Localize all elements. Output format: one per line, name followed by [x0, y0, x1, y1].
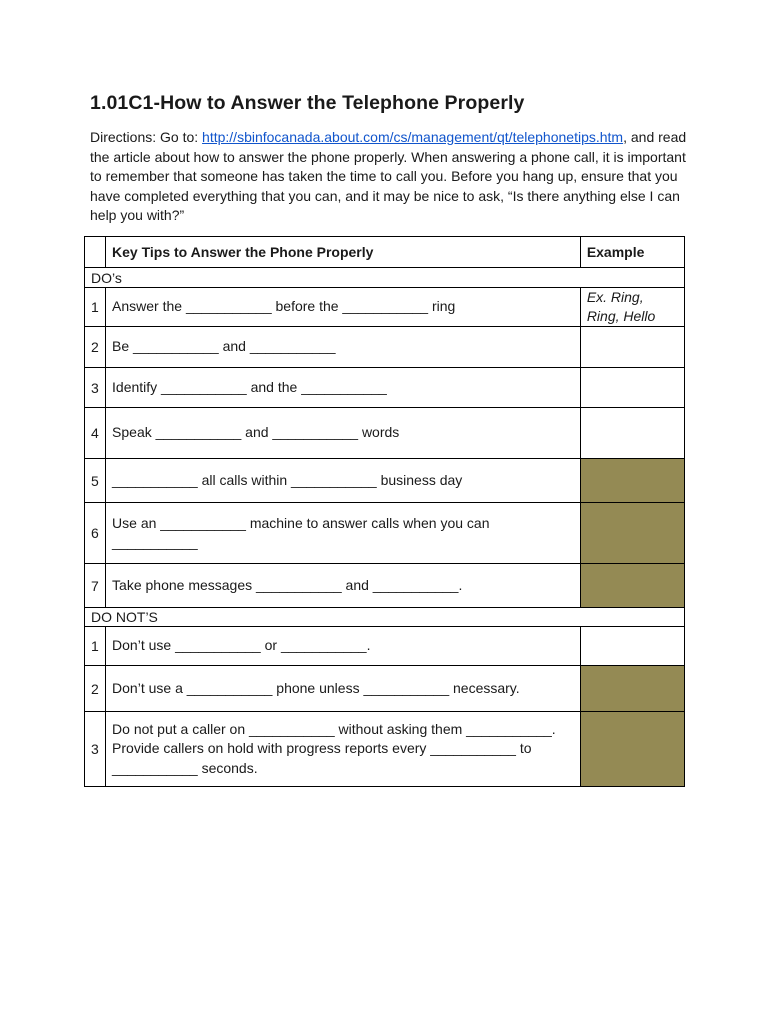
header-tip: Key Tips to Answer the Phone Properly: [106, 237, 581, 268]
donts-section-label: DO NOT’S: [85, 608, 685, 627]
tip-text: Don’t use a ___________ phone unless ___________ necessary.: [106, 666, 581, 712]
table-row: [85, 503, 685, 564]
tip-text: Be ___________ and ___________: [106, 327, 581, 368]
tip-text: Speak ___________ and ___________ words: [106, 408, 581, 459]
table-row: [85, 408, 685, 459]
shaded-example-cell: [580, 666, 684, 712]
tip-text: Do not put a caller on ___________ without asking them ___________. Provide callers on hold with progress reports every ___________ to ___________ seconds.: [106, 712, 581, 787]
row-number: 2: [85, 327, 106, 368]
row-number: 1: [85, 288, 106, 327]
directions-prefix: Directions: Go to:: [90, 129, 203, 145]
shaded-example-cell: [580, 459, 684, 503]
table-row: [85, 368, 685, 408]
table-row: [85, 564, 685, 608]
tip-text: ___________ all calls within ___________ business day: [106, 459, 581, 503]
table-row: [85, 712, 685, 787]
table-row: [85, 666, 685, 712]
tip-text: Take phone messages ___________ and ___________.: [106, 564, 581, 608]
donts-section-row: [85, 608, 685, 627]
row-number: 3: [85, 368, 106, 408]
page-title: 1.01C1-How to Answer the Telephone Properly: [90, 92, 525, 114]
directions-body: , and read the article about how to answer the phone properly. When answering a phone call, it is important to remember that someone has taken the time to call you. Before you hang up, ensure that you have completed everything that you can, and it may be nice to ask, “Is there anything else I can help you with?”: [90, 129, 687, 224]
table-row: [85, 459, 685, 503]
row-number: 2: [85, 666, 106, 712]
example-cell: [580, 408, 684, 459]
table-row: [85, 627, 685, 666]
tips-table: [84, 236, 685, 787]
example-cell: [580, 368, 684, 408]
table-header-row: [85, 237, 685, 268]
header-example: Example: [580, 237, 684, 268]
header-number-cell: [85, 237, 106, 268]
example-cell: [580, 327, 684, 368]
shaded-example-cell: [580, 712, 684, 787]
shaded-example-cell: [580, 564, 684, 608]
row-number: 3: [85, 712, 106, 787]
shaded-example-cell: [580, 503, 684, 564]
dos-section-label: DO’s: [85, 268, 685, 288]
row-number: 5: [85, 459, 106, 503]
row-number: 6: [85, 503, 106, 564]
row-number: 1: [85, 627, 106, 666]
example-cell: Ex. Ring, Ring, Hello: [580, 288, 684, 327]
example-cell: [580, 627, 684, 666]
table-row: [85, 327, 685, 368]
row-number: 7: [85, 564, 106, 608]
tip-text: Don’t use ___________ or ___________.: [106, 627, 581, 666]
row-number: 4: [85, 408, 106, 459]
table-row: [85, 288, 685, 327]
dos-section-row: [85, 268, 685, 288]
tip-text: Answer the ___________ before the ___________ ring: [106, 288, 581, 327]
tip-text: Identify ___________ and the ___________: [106, 368, 581, 408]
article-link[interactable]: http://sbinfocanada.about.com/cs/management/qt/telephonetips.htm: [202, 129, 624, 145]
directions-paragraph: [90, 128, 690, 226]
tip-text: Use an ___________ machine to answer calls when you can ___________: [106, 503, 581, 564]
